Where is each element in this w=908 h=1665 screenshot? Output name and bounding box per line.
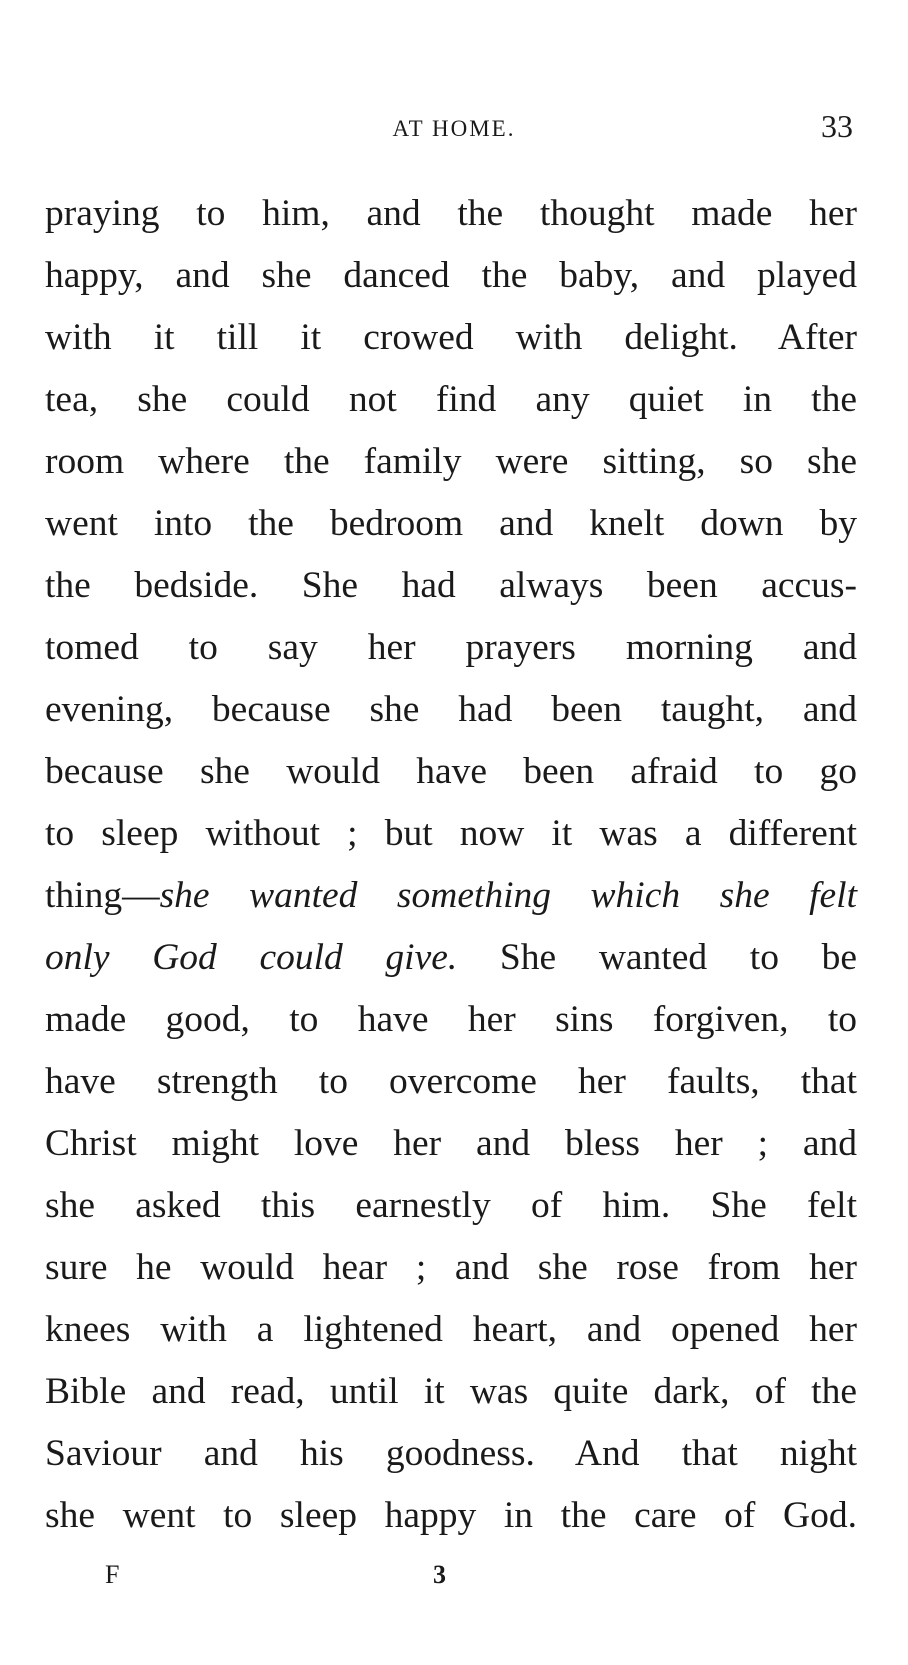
text-line: the bedside. She had always been accus-	[45, 565, 857, 606]
text-line: to sleep without ; but now it was a different	[45, 813, 857, 854]
body-text	[45, 183, 857, 1547]
text-line: have strength to overcome her faults, that	[45, 1061, 857, 1102]
text-line: Saviour and his goodness. And that night	[45, 1433, 857, 1474]
text-line: made good, to have her sins forgiven, to	[45, 999, 857, 1040]
text-line: tea, she could not find any quiet in the	[45, 379, 857, 420]
text-line: tomed to say her prayers morning and	[45, 627, 857, 668]
page-footer	[0, 1560, 908, 1600]
text-line: evening, because she had been taught, and	[45, 689, 857, 730]
text-roman-segment: She wanted to be	[457, 937, 857, 978]
text-italic-segment: she wanted something which she felt	[159, 875, 857, 916]
running-head	[0, 108, 908, 148]
signature-mark: F	[105, 1560, 120, 1589]
text-line: happy, and she danced the baby, and played	[45, 255, 857, 296]
text-line: knees with a lightened heart, and opened her	[45, 1309, 857, 1350]
text-roman-segment: thing—	[45, 875, 160, 916]
text-line: with it till it crowed with delight. After	[45, 317, 857, 358]
text-line: because she would have been afraid to go	[45, 751, 857, 792]
text-line: she asked this earnestly of him. She felt	[45, 1185, 857, 1226]
text-line: Bible and read, until it was quite dark, of the	[45, 1371, 857, 1412]
text-line: praying to him, and the thought made her	[45, 193, 857, 234]
text-line-mixed	[45, 865, 857, 927]
page-number: 33	[821, 108, 853, 144]
text-line: went into the bedroom and knelt down by	[45, 503, 857, 544]
signature-number: 3	[433, 1560, 446, 1589]
text-line-mixed	[45, 927, 857, 989]
running-title: AT HOME.	[392, 116, 516, 141]
text-line: she went to sleep happy in the care of God.	[45, 1495, 857, 1536]
text-line: Christ might love her and bless her ; and	[45, 1123, 857, 1164]
text-line: sure he would hear ; and she rose from her	[45, 1247, 857, 1288]
text-italic-segment: only God could give.	[45, 937, 458, 978]
text-line: room where the family were sitting, so she	[45, 441, 857, 482]
